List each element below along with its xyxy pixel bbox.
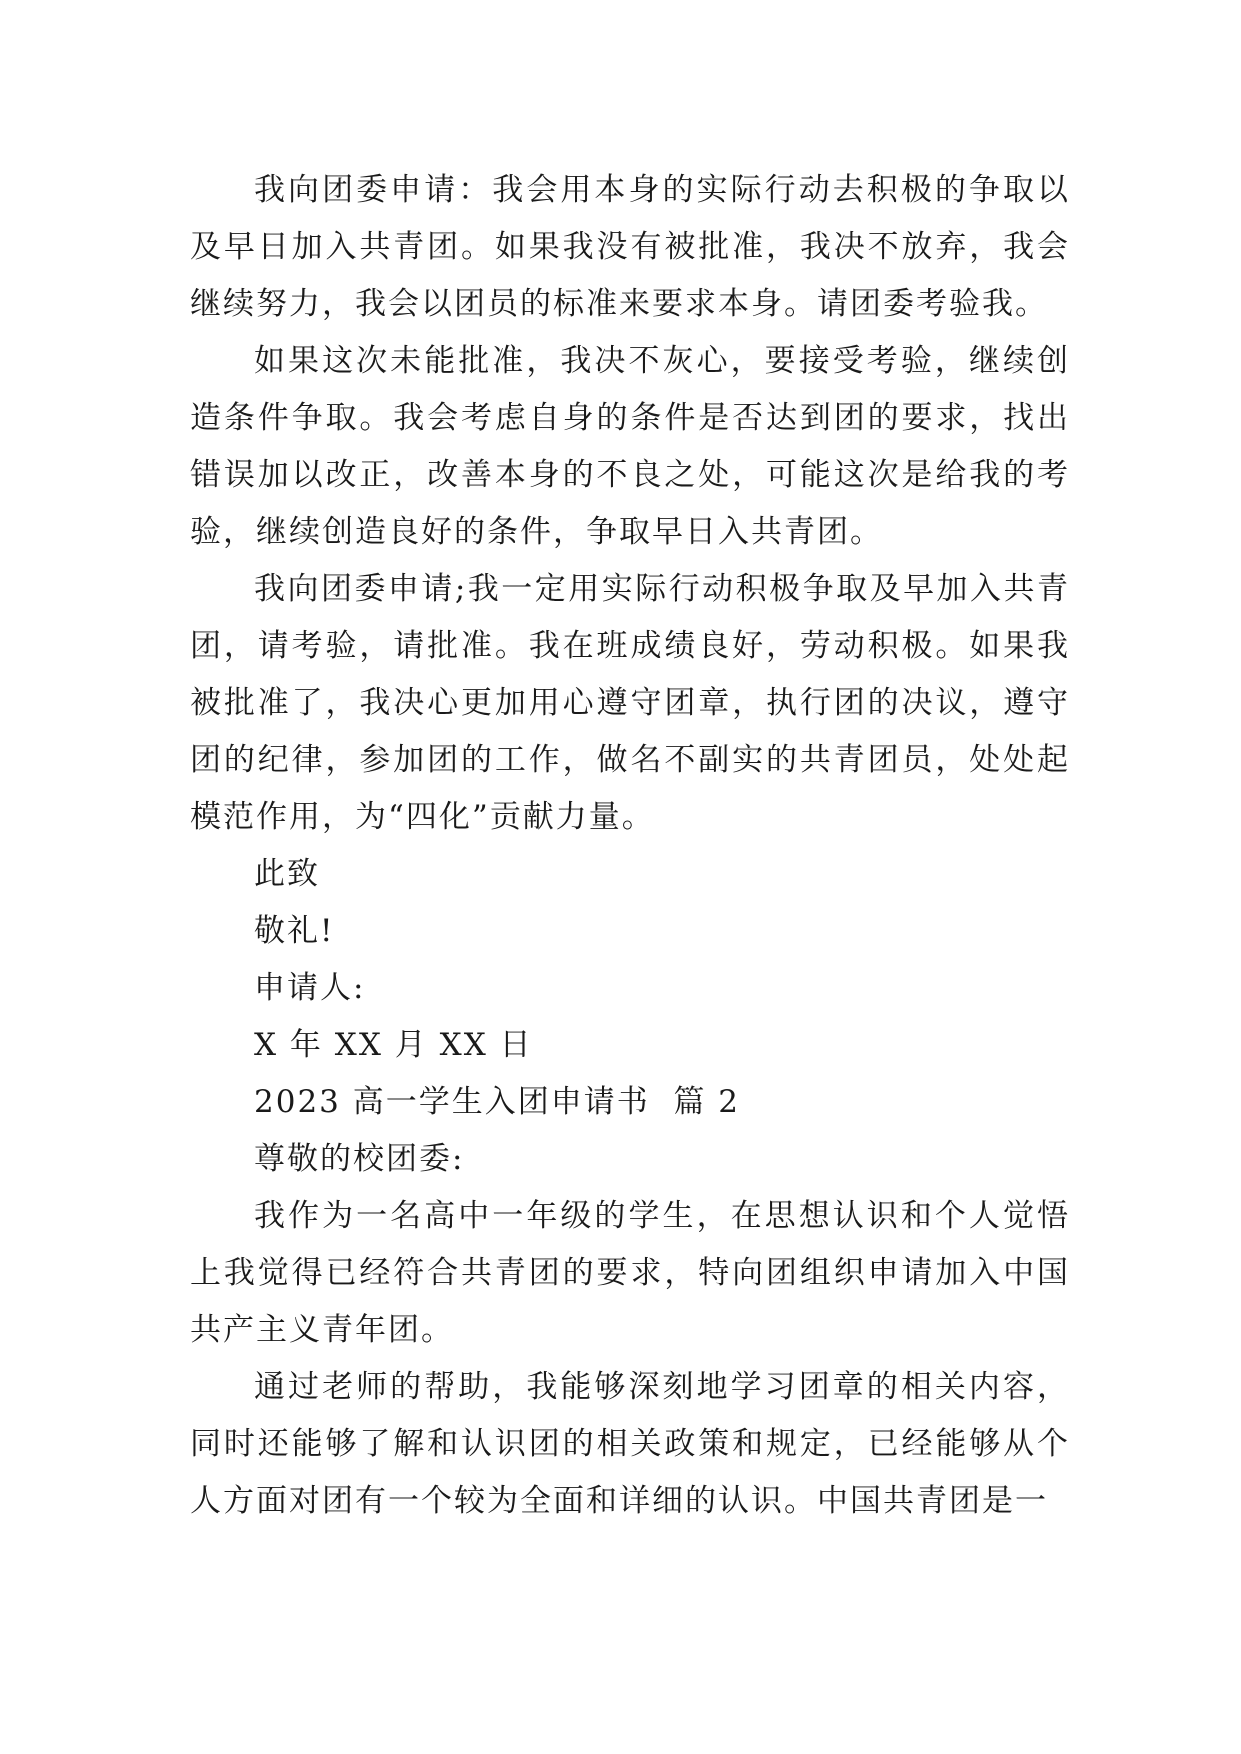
paragraph-3: 我向团委申请;我一定用实际行动积极争取及早加入共青团，请考验，请批准。我在班成绩良好，劳动积极。如果我被批准了，我决心更加用心遵守团章，执行团的决议，遵守团的纪律，参加团的工作，做名不副实的共青团员，处处起模范作用，为“四化”贡献力量。 [190,571,1070,835]
document-body [190,162,1070,1530]
section-title: 2023 高一学生入团申请书 篇 2 [254,1084,741,1120]
paragraph-5: 通过老师的帮助，我能够深刻地学习团章的相关内容，同时还能够了解和认识团的相关政策和规定，已经能够从个人方面对团有一个较为全面和详细的认识。中国共青团是一 [190,1369,1070,1519]
paragraph-1: 我向团委申请：我会用本身的实际行动去积极的争取以及早日加入共青团。如果我没有被批准，我决不放弃，我会继续努力，我会以团员的标准来要求本身。请团委考验我。 [190,172,1070,322]
greeting: 尊敬的校团委: [254,1141,465,1177]
closing-regards: 敬礼! [254,913,335,949]
paragraph-4: 我作为一名高中一年级的学生，在思想认识和个人觉悟上我觉得已经符合共青团的要求，特向团组织申请加入中国共产主义青年团。 [190,1198,1070,1348]
paragraph-2: 如果这次未能批准，我决不灰心，要接受考验，继续创造条件争取。我会考虑自身的条件是否达到团的要求，找出错误加以改正，改善本身的不良之处，可能这次是给我的考验，继续创造良好的条件，争取早日入共青团。 [190,343,1070,550]
closing-salute: 此致 [254,856,320,892]
applicant-label: 申请人: [254,970,366,1006]
date-line: X 年 XX 月 XX 日 [254,1027,533,1063]
